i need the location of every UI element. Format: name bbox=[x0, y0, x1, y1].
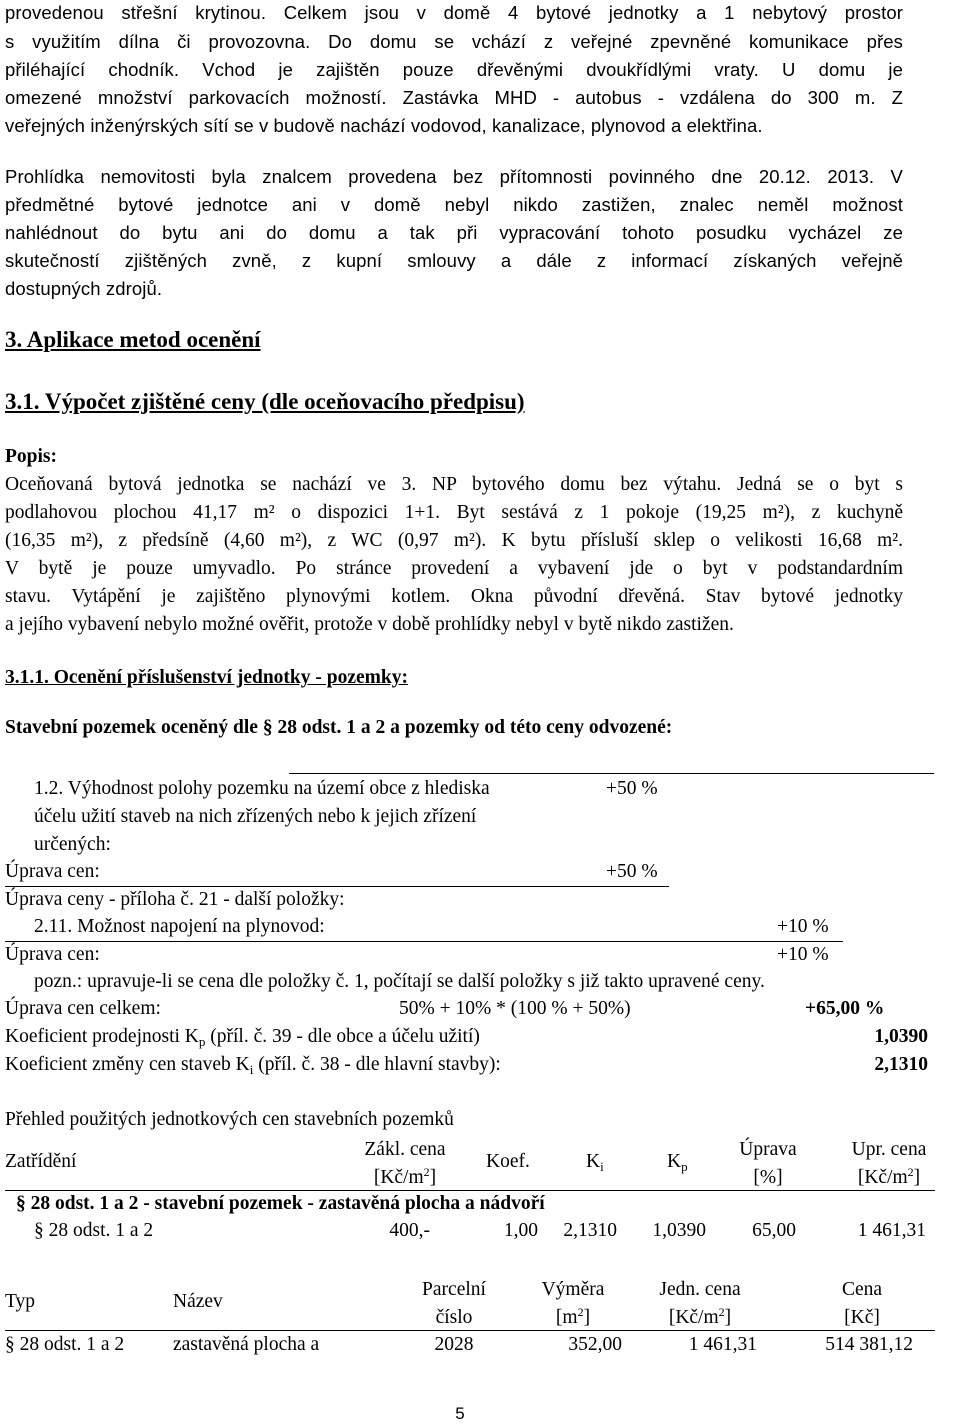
priloha-21-label: Úprava ceny - příloha č. 21 - další položky: bbox=[5, 889, 345, 910]
kp-value: 1,0390 bbox=[874, 1026, 928, 1047]
pozn-note: pozn.: upravuje-li se cena dle položky č. 1, počítají se další položky s již takto upravené ceny. bbox=[34, 971, 765, 992]
prices-header-uprava bbox=[718, 1136, 818, 1192]
popis-line-4: V bytě je pouze umyvadlo. Po stránce provedení a vybavení jde o byt v podstandardním bbox=[5, 558, 903, 579]
land-header-vymera-1: Výměra bbox=[541, 1279, 605, 1300]
item-1-2-line-2: účelu užití staveb na nich zřízených nebo k jejich zřízení bbox=[34, 806, 477, 827]
popis-line-1: Oceňovaná bytová jednotka se nachází ve 3. NP bytového domu bez výtahu. Jedná se o byt s bbox=[5, 474, 903, 495]
land-header-jedn-1: Jedn. cena bbox=[659, 1279, 741, 1300]
prices-row-uprava: 65,00 bbox=[752, 1220, 796, 1241]
popis-line-3: (16,35 m²), z předsíně (4,60 m²), z WC (0,97 m²). K bytu přísluší sklep o velikosti 16,68 m². bbox=[5, 530, 903, 551]
prices-header-zakl-cena-1: Zákl. cena bbox=[364, 1139, 446, 1160]
prices-header-kp-label: K bbox=[667, 1151, 682, 1172]
prices-header-zatrideni: Zatřídění bbox=[5, 1151, 77, 1172]
land-header-parcel-1: Parcelní bbox=[422, 1279, 486, 1300]
land-row-cena: 514 381,12 bbox=[825, 1334, 913, 1355]
land-row-vymera: 352,00 bbox=[568, 1334, 622, 1355]
uprava-cen-1-label: Úprava cen: bbox=[5, 861, 100, 882]
inspection-line-3: nahlédnout do bytu ani do domu a tak při vypracování tohoto posudku vycházel ze bbox=[5, 222, 903, 243]
item-2-11-label: 2.11. Možnost napojení na plynovod: bbox=[34, 916, 325, 937]
land-header-rule bbox=[5, 1330, 935, 1331]
land-header-jedn bbox=[640, 1276, 760, 1332]
kp-rest: (příl. č. 39 - dle obce a účelu užití) bbox=[205, 1026, 480, 1047]
intro-line-4: omezené množství parkovacích možností. Zastávka MHD - autobus - vzdálena do 300 m. Z bbox=[5, 87, 903, 108]
uprava-cen-2-label: Úprava cen: bbox=[5, 944, 100, 965]
celkem-value: +65,00 % bbox=[805, 998, 885, 1019]
celkem-formula: 50% + 10% * (100 % + 50%) bbox=[399, 998, 631, 1019]
celkem-label: Úprava cen celkem: bbox=[5, 998, 161, 1019]
prices-row-upr-cena: 1 461,31 bbox=[857, 1220, 926, 1241]
prices-header-kp-sub: p bbox=[681, 1159, 688, 1174]
land-header-vymera-2: [m bbox=[555, 1307, 578, 1328]
kp-label: Koeficient prodejnosti K bbox=[5, 1026, 199, 1047]
item-1-2-line-3: určených: bbox=[34, 834, 111, 855]
section-3-1-1-heading: 3.1.1. Ocenění příslušenství jednotky - pozemky: bbox=[5, 667, 409, 688]
kp-sub: p bbox=[198, 1034, 206, 1049]
prices-header-zakl-cena-2: [Kč/m bbox=[373, 1167, 424, 1188]
prices-header-zakl-cena bbox=[330, 1136, 480, 1192]
popis-line-2: podlahovou plochou 41,17 m² o dispozici 1+1. Byt sestává z 1 pokoje (19,25 m²), z kuchyně bbox=[5, 502, 903, 523]
rule-1 bbox=[5, 886, 669, 887]
prices-header-uprava-2: [%] bbox=[753, 1167, 783, 1188]
land-header-cena-2: [Kč] bbox=[844, 1307, 880, 1328]
section-3-heading: 3. Aplikace metod ocenění bbox=[5, 327, 261, 352]
uprava-cen-1-value: +50 % bbox=[606, 861, 658, 882]
land-header-nazev: Název bbox=[173, 1291, 223, 1312]
prices-header-rule bbox=[5, 1190, 935, 1191]
prices-header-upr-cena-2: [Kč/m bbox=[857, 1167, 908, 1188]
prices-row-kp: 1,0390 bbox=[652, 1220, 706, 1241]
land-header-parcel bbox=[404, 1276, 504, 1332]
prices-header-upr-cena-2-wrap: $[Kč/m^2]$ bbox=[857, 1165, 921, 1188]
uprava-cen-2-value: +10 % bbox=[777, 944, 829, 965]
prices-row-zakl-cena: 400,- bbox=[389, 1220, 430, 1241]
prices-header-ki bbox=[586, 1151, 604, 1173]
sup-2-b: 2 bbox=[907, 1165, 914, 1179]
land-row-parcel: 2028 bbox=[434, 1334, 474, 1355]
inspection-line-2: předmětné bytové jednotce ani v domě nebyl nikdo zastižen, znalec neměl možnost bbox=[5, 194, 903, 215]
kp-line bbox=[5, 1026, 480, 1048]
popis-label: Popis: bbox=[5, 446, 58, 467]
ki-value: 2,1310 bbox=[874, 1054, 928, 1075]
land-row-nazev: zastavěná plocha a bbox=[173, 1334, 320, 1355]
prices-header-uprava-1: Úprava bbox=[739, 1139, 797, 1160]
prices-row-koef: 1,00 bbox=[503, 1220, 538, 1241]
inspection-line-5: dostupných zdrojů. bbox=[5, 278, 163, 299]
inspection-line-1: Prohlídka nemovitosti byla znalcem provedena bez přítomnosti povinného dne 20.12. 2013. V bbox=[5, 166, 903, 187]
prices-header-ki-label: K bbox=[586, 1151, 601, 1172]
land-header-jedn-2-wrap: $[Kč/m^2]$ bbox=[668, 1305, 732, 1328]
intro-line-2: s využitím dílna či provozovna. Do domu se vchází z veřejné zpevněné komunikace přes bbox=[5, 31, 903, 52]
prices-row-zatrideni: § 28 odst. 1 a 2 bbox=[34, 1220, 154, 1241]
prices-header-koef: Koef. bbox=[486, 1151, 530, 1172]
section-3-1-heading: 3.1. Výpočet zjištěné ceny (dle oceňovacího předpisu) bbox=[5, 389, 525, 414]
sup-2-c: 2 bbox=[577, 1305, 584, 1319]
land-header-typ: Typ bbox=[5, 1291, 36, 1312]
intro-line-1: provedenou střešní krytinou. Celkem jsou v domě 4 bytové jednotky a 1 nebytový prostor bbox=[5, 2, 903, 23]
land-header-cena-1: Cena bbox=[841, 1279, 883, 1300]
sup-2-a: 2 bbox=[423, 1165, 430, 1179]
item-1-2-line-1: 1.2. Výhodnost polohy pozemku na území obce z hlediska bbox=[34, 778, 490, 799]
prices-header-upr-cena bbox=[826, 1136, 952, 1192]
land-header-vymera bbox=[520, 1276, 626, 1332]
land-row-jedn: 1 461,31 bbox=[688, 1334, 757, 1355]
prices-caption: Přehled použitých jednotkových cen stavebních pozemků bbox=[5, 1109, 454, 1130]
prices-header-zakl-cena-2-wrap: $[Kč/m^2]$ bbox=[373, 1165, 437, 1188]
item-2-11-value: +10 % bbox=[777, 916, 829, 937]
calc-top-rule bbox=[289, 773, 934, 774]
prices-group-row: § 28 odst. 1 a 2 - stavební pozemek - zastavěná plocha a nádvoří bbox=[16, 1193, 545, 1214]
land-header-parcel-2: číslo bbox=[435, 1307, 473, 1328]
intro-line-5: veřejných inženýrských sítí se v budově nachází vodovod, kanalizace, plynovod a elektřina. bbox=[5, 115, 763, 136]
ki-rest: (příl. č. 38 - dle hlavní stavby): bbox=[253, 1054, 501, 1075]
land-header-jedn-2: [Kč/m bbox=[668, 1307, 719, 1328]
page-number: 5 bbox=[455, 1404, 465, 1423]
intro-line-3: přiléhající chodník. Vchod je zajištěn pouze dřevěnými dvoukřídlými vraty. U domu je bbox=[5, 59, 903, 80]
sup-2-d: 2 bbox=[718, 1305, 725, 1319]
prices-header-kp bbox=[667, 1151, 688, 1173]
inspection-line-4: skutečností zjištěných zvně, z kupní smlouvy a dále z informací získaných veřejně bbox=[5, 250, 903, 271]
land-row-typ: § 28 odst. 1 a 2 bbox=[5, 1334, 125, 1355]
ki-sub: i bbox=[249, 1062, 254, 1077]
land-subtitle: Stavební pozemek oceněný dle § 28 odst. 1 a 2 a pozemky od této ceny odvozené: bbox=[5, 717, 673, 738]
popis-line-5: stavu. Vytápění je zajištěno plynovými kotlem. Okna původní dřevěná. Stav bytové jednotky bbox=[5, 586, 903, 607]
item-1-2-value: +50 % bbox=[606, 778, 658, 799]
prices-row-ki: 2,1310 bbox=[563, 1220, 617, 1241]
ki-label: Koeficient změny cen staveb K bbox=[5, 1054, 250, 1075]
ki-line bbox=[5, 1054, 501, 1076]
land-header-vymera-2-wrap: $[m^2]$ bbox=[555, 1305, 591, 1328]
popis-line-6: a jejího vybavení nebylo možné ověřit, protože v době prohlídky nebyl v bytě nikdo zastižen. bbox=[5, 614, 734, 635]
land-header-cena bbox=[800, 1276, 924, 1332]
rule-2 bbox=[5, 941, 843, 942]
prices-header-ki-sub: i bbox=[600, 1159, 604, 1174]
prices-header-upr-cena-1: Upr. cena bbox=[851, 1139, 927, 1160]
